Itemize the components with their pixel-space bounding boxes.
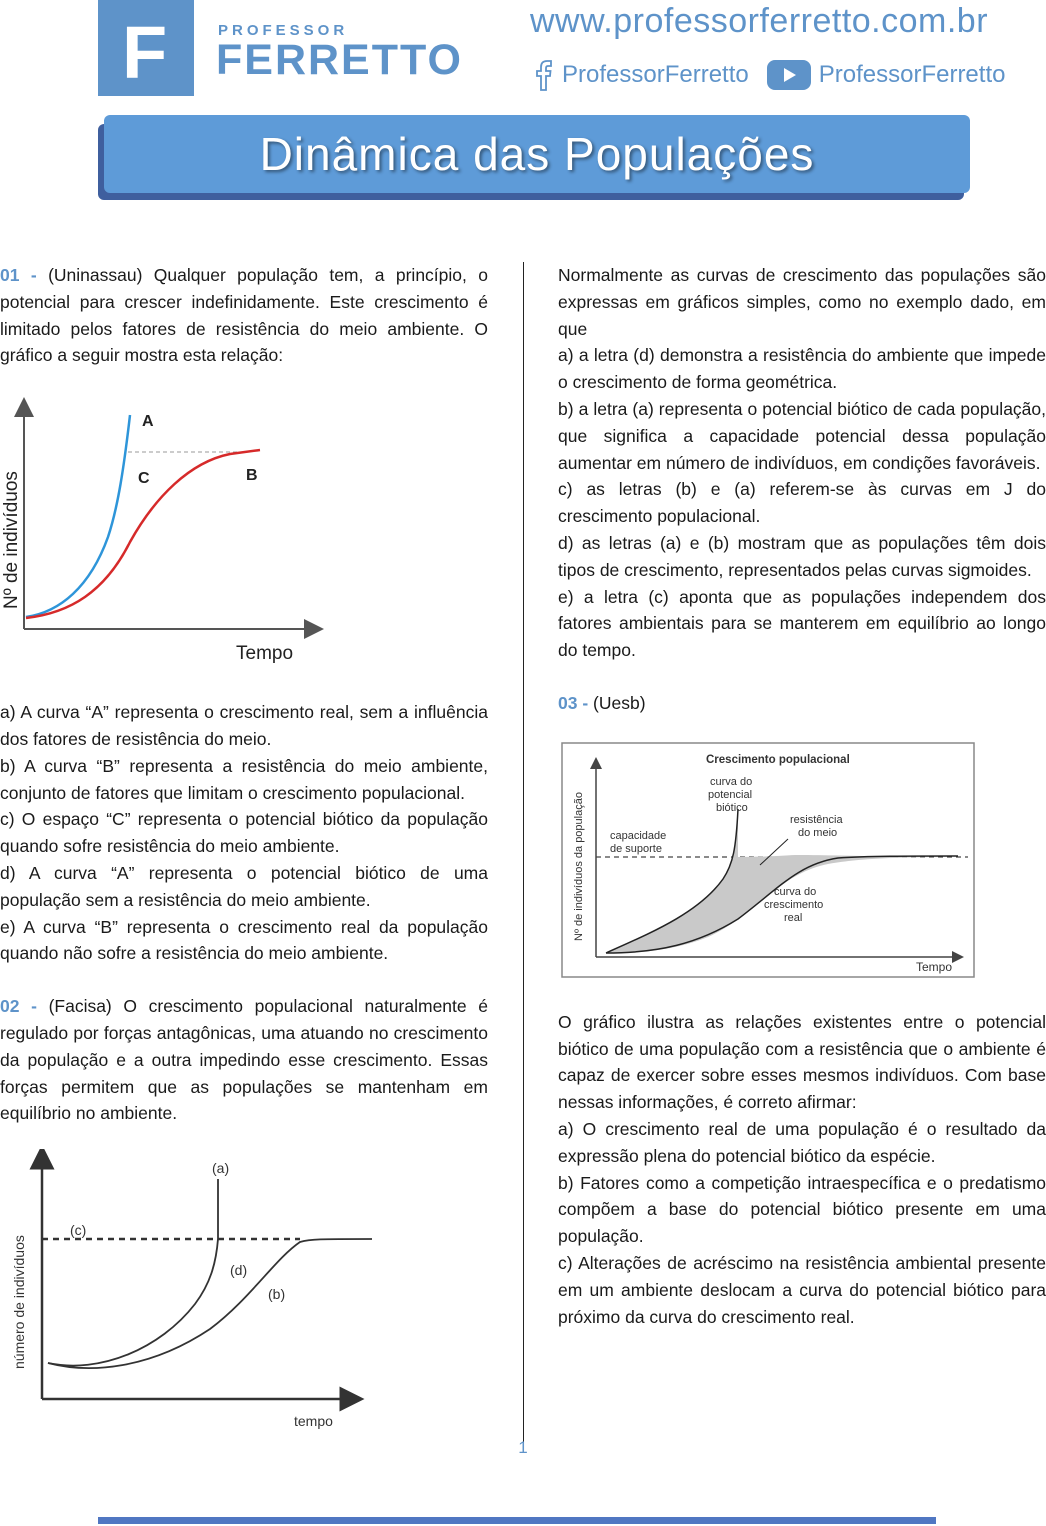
q1-intro: 01 - (Uninassau) Qualquer população tem, a princípio, o potencial para crescer indefinidamente. Este crescimento é limitado pelos fatores de resistência do meio ambiente. O gráfico a seguir mostra esta relação: <box>0 265 488 366</box>
q2-option-b[interactable]: b) a letra (a) representa o potencial biótico de cada população, que significa a capacidade potencial dessa população aumentar em número de indivíduos, em condições favoráveis. <box>558 398 1046 473</box>
q1-option-a[interactable]: a) A curva “A” representa o crescimento real, sem a influência dos fatores de resistência do meio. <box>0 702 488 749</box>
q2-x-label: tempo <box>294 1413 333 1430</box>
left-column <box>0 262 488 1431</box>
q3-label-cap-1: capacidade <box>610 829 667 842</box>
q3-label-potencial-2: potencial <box>708 788 753 801</box>
q1-curve-a <box>26 415 130 617</box>
q1-option-c[interactable]: c) O espaço “C” representa o potencial biótico da população quando sofre resistência do meio ambiente. <box>0 809 488 857</box>
q3-label-real-2: crescimento <box>764 898 824 911</box>
q1-option-d[interactable]: d) A curva “A” representa o potencial biótico de uma população sem a resistência do meio ambiente. <box>0 862 488 910</box>
title-banner <box>104 115 970 193</box>
q2-option-a[interactable]: a) a letra (d) demonstra a resistência do ambiente que impede o crescimento de forma geométrica. <box>558 345 1046 393</box>
q2-label-c: (c) <box>70 1222 87 1239</box>
q1-y-label: Nº de indivíduos <box>1 471 22 610</box>
q3-label-potencial-1: curva do <box>710 775 753 788</box>
q3-label-cap-2: de suporte <box>610 842 662 855</box>
footer-bar <box>98 1517 936 1524</box>
q1-option-e[interactable]: e) A curva “B” representa o crescimento real da população quando não sofre a resistência do meio ambiente. <box>0 916 488 964</box>
q3-option-b[interactable]: b) Fatores como a competição intraespecífica e o predatismo compõem a base do potencial biótico presente em uma população. <box>558 1172 1046 1247</box>
q2-number: 02 - <box>0 996 37 1017</box>
youtube-handle[interactable]: ProfessorFerretto <box>818 61 1006 88</box>
social-links <box>534 58 1005 92</box>
q3-intro: 03 - (Uesb) <box>558 692 646 713</box>
q3-title: Crescimento populacional <box>706 753 850 766</box>
svg-text:F: F <box>122 11 168 94</box>
q1-x-label: Tempo <box>236 643 294 665</box>
q3-label-resist-2: do meio <box>798 826 838 839</box>
q1-chart <box>0 397 488 673</box>
q3-stem: O gráfico ilustra as relações existentes entre o potencial biótico de uma população com a resistência que o ambiente é capaz de exercer sobre esses mesmos indivíduos. Com base nessas informações, é correto afirmar: <box>558 1011 1046 1113</box>
page-number: 1 <box>518 1438 528 1457</box>
q2-curve-b <box>48 1239 372 1368</box>
q3-chart <box>558 739 1046 1009</box>
q3-label-potencial-3: biótico <box>716 801 748 814</box>
q1-label-a: A <box>142 413 154 431</box>
website-link[interactable]: www.professorferretto.com.br <box>530 2 989 40</box>
q1-label-b: B <box>246 467 258 485</box>
q2-chart <box>0 1149 488 1431</box>
q3-number: 03 - <box>558 692 589 713</box>
q2-intro: 02 - (Facisa) O crescimento populacional naturalmente é regulado por forças antagônicas, uma atuando no crescimento da população e a outra impedindo esse crescimento. Essas forças permitem que as populações se mantenham em equilíbrio no ambiente. <box>0 996 488 1124</box>
q1-label-c: C <box>138 470 150 488</box>
brand-name: FERRETTO <box>216 36 463 84</box>
logo-badge <box>98 0 194 96</box>
q3-y-label: Nº de indivíduos da população <box>573 791 585 941</box>
youtube-icon[interactable] <box>767 60 811 90</box>
q2-label-a: (a) <box>212 1160 230 1177</box>
facebook-handle[interactable]: ProfessorFerretto <box>562 61 749 88</box>
q2-option-e[interactable]: e) a letra (c) aponta que as populações independem dos fatores ambientais para se manterem em equilíbrio ao longo do tempo. <box>558 586 1046 661</box>
q2-option-d[interactable]: d) as letras (a) e (b) mostram que as populações têm dois tipos de crescimento, representados pelas curvas sigmoides. <box>558 532 1046 580</box>
q3-label-resist-1: resistência <box>790 813 843 826</box>
brand-subtitle: PROFESSOR <box>218 22 349 39</box>
facebook-icon[interactable] <box>534 58 554 92</box>
q3-label-real-3: real <box>784 911 803 924</box>
q1-number: 01 - <box>0 265 37 285</box>
q3-label-real-1: curva do <box>774 885 817 898</box>
q2-curve-a <box>48 1179 218 1366</box>
q2-label-b: (b) <box>268 1286 286 1303</box>
q2-continuation: Normalmente as curvas de crescimento das populações são expressas em gráficos simples, como no exemplo dado, em que <box>558 265 1046 339</box>
q1-option-b[interactable]: b) A curva “B” representa a resistência do meio ambiente, conjunto de fatores que limitam o crescimento populacional. <box>0 755 488 803</box>
q3-option-c[interactable]: c) Alterações de acréscimo na resistência ambiental presente em um ambiente deslocam a curva do potencial biótico para próximo da curva do crescimento real. <box>558 1252 1046 1327</box>
q2-option-c[interactable]: c) as letras (b) e (a) referem-se às curvas em J do crescimento populacional. <box>558 479 1046 527</box>
right-column <box>558 262 1046 1330</box>
q2-label-d: (d) <box>230 1262 248 1279</box>
q2-y-label: número de indivíduos <box>11 1235 27 1370</box>
q3-x-label: Tempo <box>916 959 953 974</box>
page-title: Dinâmica das Populações <box>259 128 815 180</box>
logo-f-icon <box>98 0 194 96</box>
q3-option-a[interactable]: a) O crescimento real de uma população é o resultado da expressão plena do potencial biótico da espécie. <box>558 1118 1046 1166</box>
column-divider <box>523 262 524 1448</box>
